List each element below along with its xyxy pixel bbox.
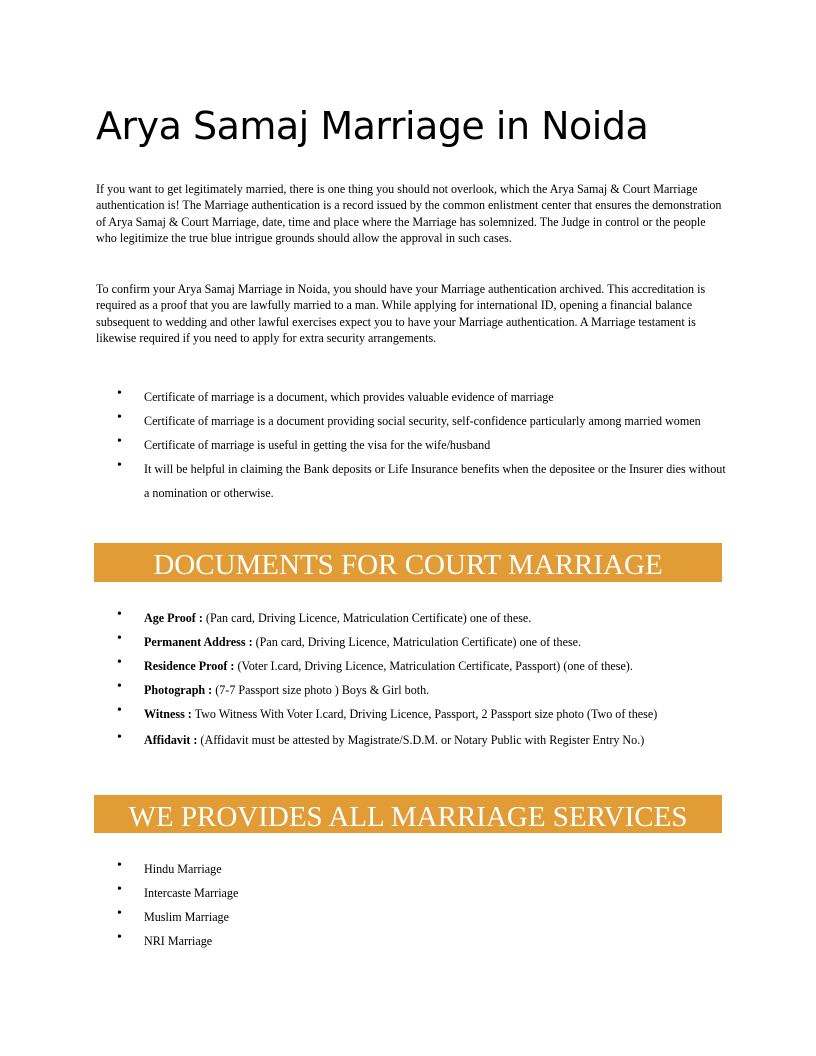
page-title: Arya Samaj Marriage in Noida [96, 104, 649, 148]
list-item: • Intercaste Marriage [96, 881, 726, 905]
services-banner: WE PROVIDES ALL MARRIAGE SERVICES [94, 795, 722, 833]
list-item: • Age Proof : (Pan card, Driving Licence, Matriculation Certificate) one of these. [96, 606, 726, 630]
list-item: • NRI Marriage [96, 929, 726, 953]
bullet-icon: • [117, 410, 122, 425]
bullet-icon: • [117, 858, 122, 873]
benefits-list [96, 385, 726, 505]
document-label: Residence Proof : [144, 659, 235, 673]
list-item: • Affidavit : (Affidavit must be attested by Magistrate/S.D.M. or Notary Public with Register Entry No.) [96, 728, 726, 753]
documents-list [96, 606, 726, 753]
bullet-icon: • [117, 679, 122, 694]
bullet-icon: • [117, 906, 122, 921]
bullet-icon: • [117, 655, 122, 670]
bullet-icon: • [117, 607, 122, 622]
document-label: Affidavit : [144, 733, 198, 747]
list-item: • Permanent Address : (Pan card, Driving Licence, Matriculation Certificate) one of these. [96, 630, 726, 654]
list-item: • It will be helpful in claiming the Bank deposits or Life Insurance benefits when the depositee or the Insurer dies without a nomination or otherwise. [96, 457, 726, 505]
list-item: • Photograph : (7-7 Passport size photo ) Boys & Girl both. [96, 678, 726, 702]
bullet-icon: • [117, 458, 122, 473]
document-label: Age Proof : [144, 611, 203, 625]
list-item: • Certificate of marriage is a document, which provides valuable evidence of marriage [96, 385, 726, 409]
list-item: • Certificate of marriage is useful in getting the visa for the wife/husband [96, 433, 726, 457]
bullet-icon: • [117, 386, 122, 401]
services-list [96, 857, 726, 953]
document-label: Permanent Address : [144, 635, 253, 649]
list-item: • Certificate of marriage is a document providing social security, self-confidence particularly among married women [96, 409, 726, 433]
bullet-icon: • [117, 930, 122, 945]
bullet-icon: • [117, 434, 122, 449]
list-item: • Witness : Two Witness With Voter I.card, Driving Licence, Passport, 2 Passport size photo (Two of these) [96, 702, 726, 726]
bullet-icon: • [117, 631, 122, 646]
document-label: Photograph : [144, 683, 213, 697]
bullet-icon: • [117, 882, 122, 897]
confirmation-paragraph: To confirm your Arya Samaj Marriage in Noida, you should have your Marriage authentication archived. This accreditation is required as a proof that you are lawfully married to a man. While applying for international ID, opening a financial balance subsequent to wedding and other lawful exercises expect you to have your Marriage authentication. A Marriage testament is likewise required if you need to apply for extra security arrangements. [96, 282, 706, 346]
list-item: • Residence Proof : (Voter I.card, Driving Licence, Matriculation Certificate, Passport) (one of these). [96, 654, 726, 678]
documents-banner: DOCUMENTS FOR COURT MARRIAGE [94, 543, 722, 582]
list-item: • Hindu Marriage [96, 857, 726, 881]
intro-paragraph: If you want to get legitimately married, there is one thing you should not overlook, which the Arya Samaj & Court Marriage authentication is! The Marriage authentication is a record issued by the common enlistment center that ensures the demonstration of Arya Samaj & Court Marriage, date, time and place where the Marriage has solemnized. The Judge in control or the people who legitimize the true blue intrigue grounds should allow the approval in such cases. [96, 182, 722, 246]
bullet-icon: • [117, 703, 122, 718]
bullet-icon: • [117, 730, 122, 745]
list-item: • Muslim Marriage [96, 905, 726, 929]
document-label: Witness : [144, 707, 192, 721]
